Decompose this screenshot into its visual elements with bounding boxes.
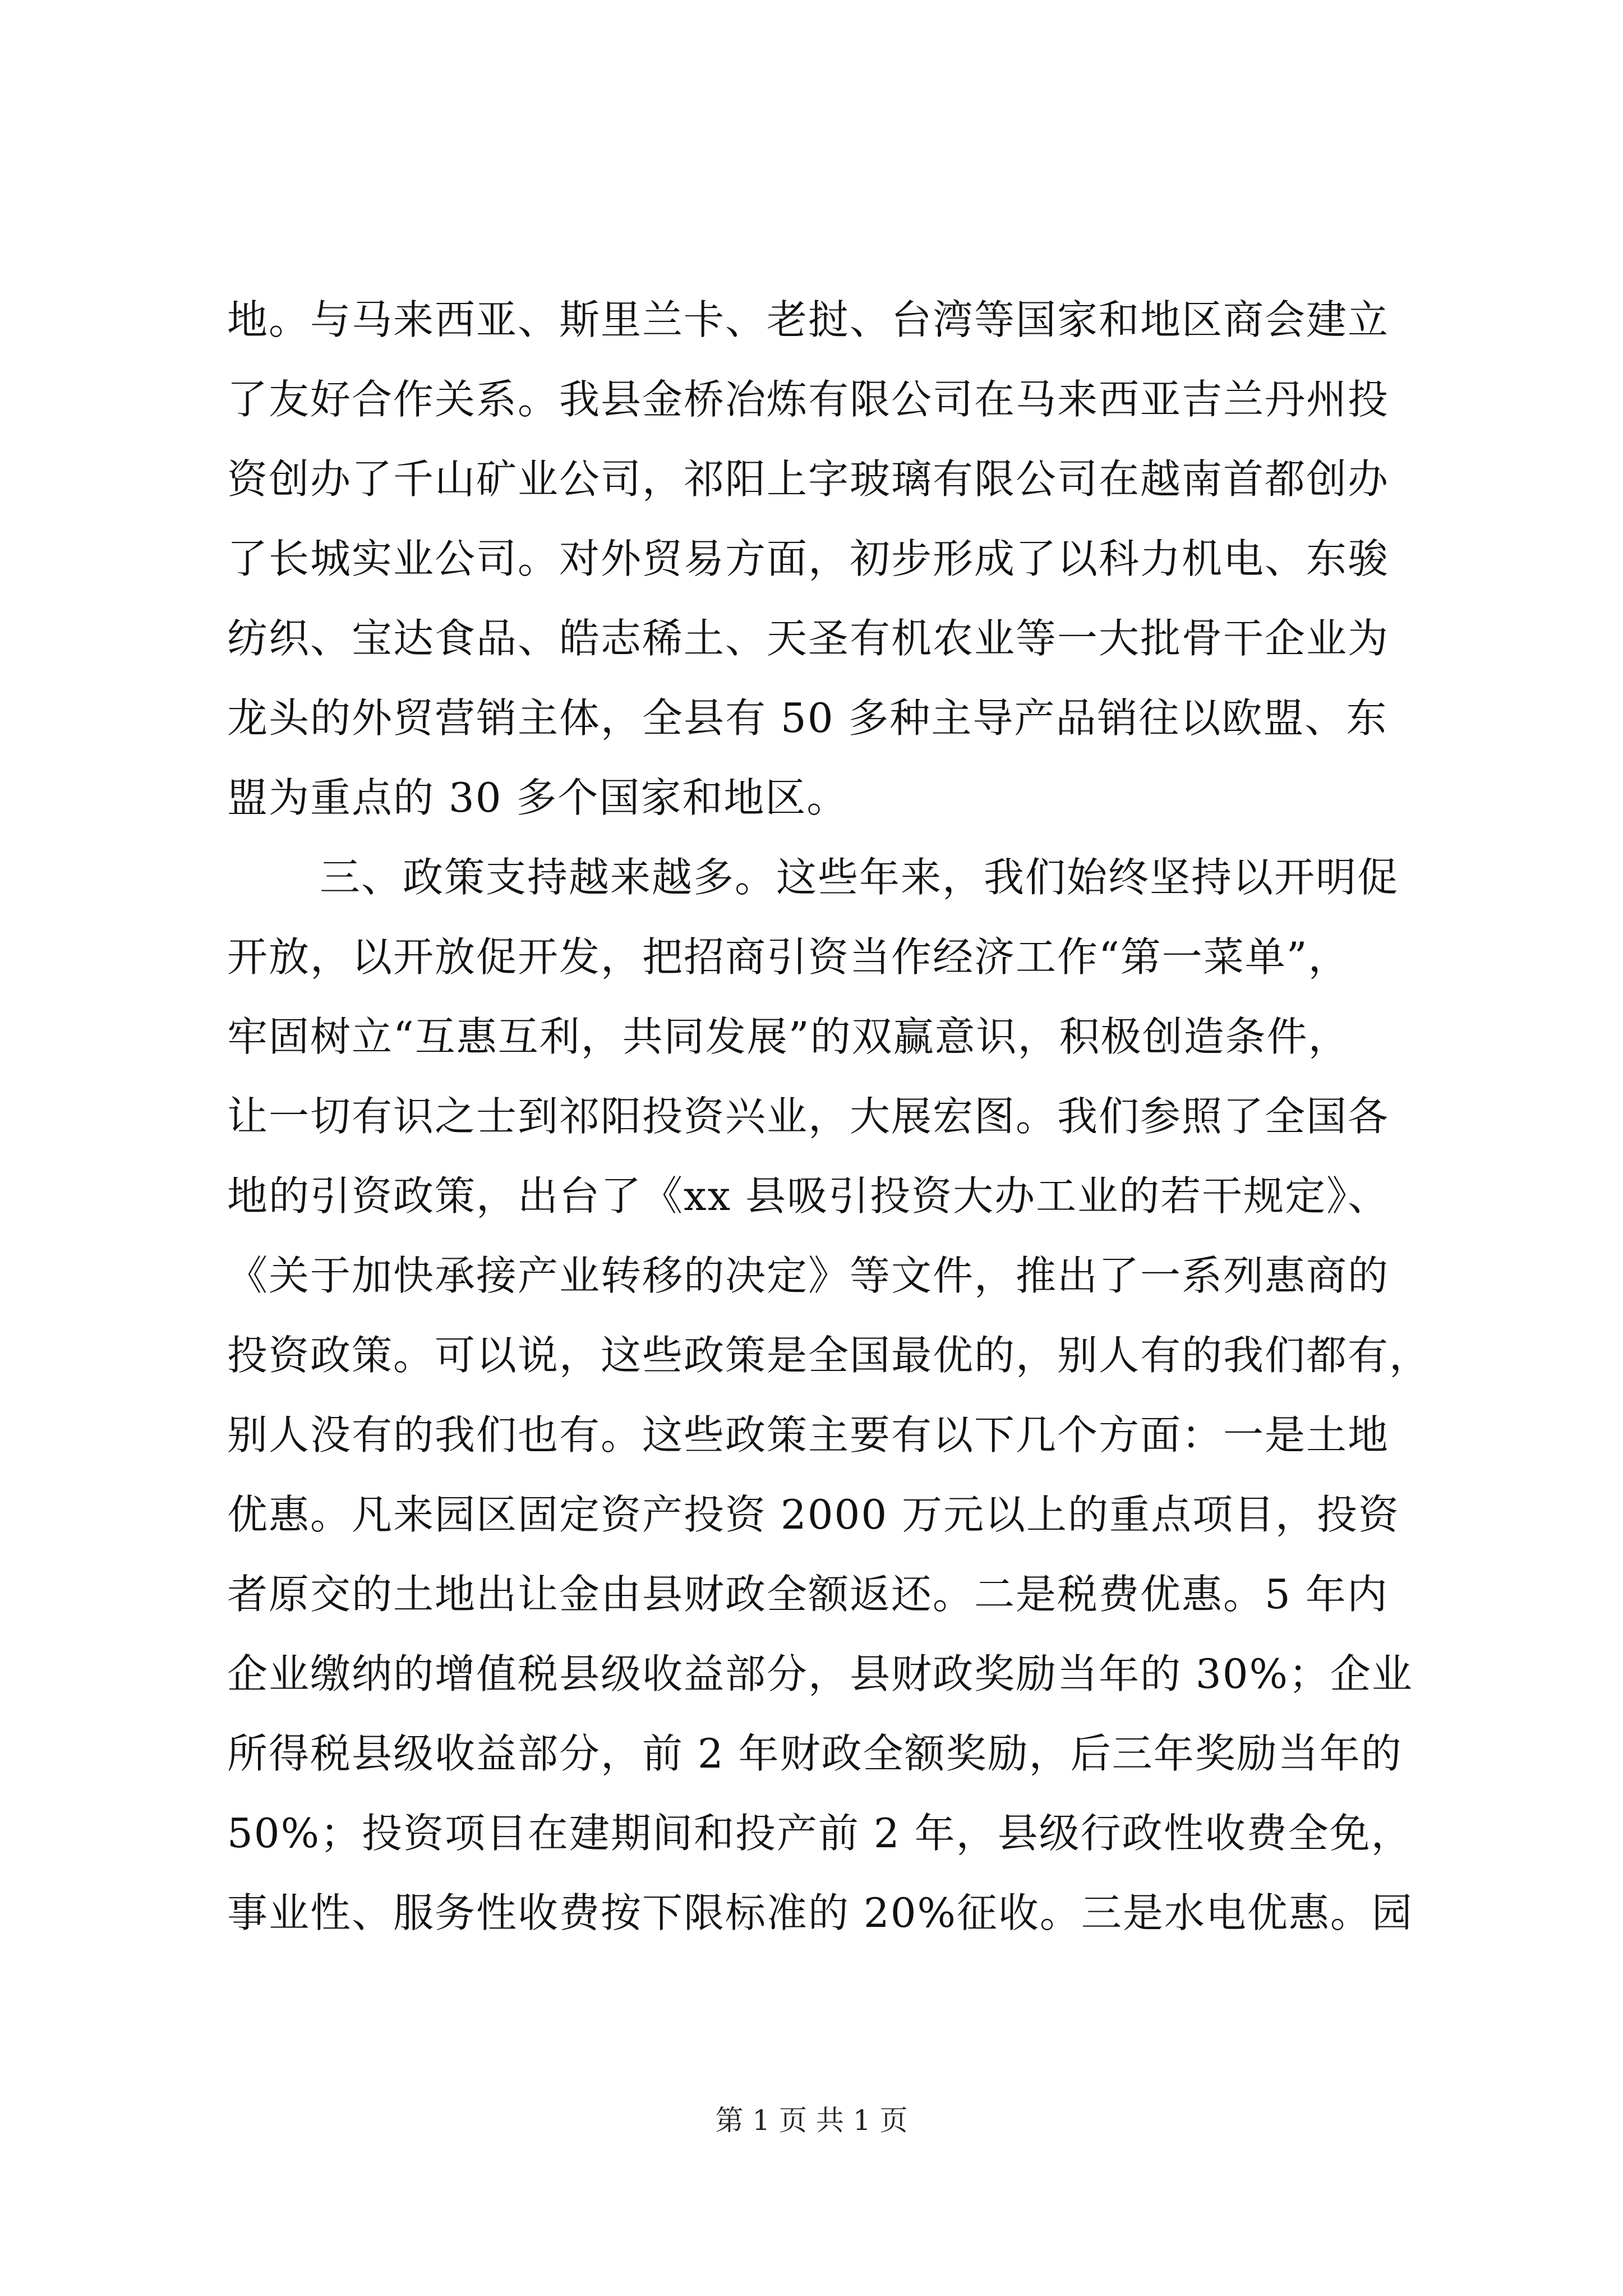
text-line: 了长城实业公司。对外贸易方面，初步形成了以科力机电、东骏 (227, 535, 1390, 582)
text-line: 了友好合作关系。我县金桥冶炼有限公司在马来西亚吉兰丹州投 (227, 376, 1390, 423)
text-line: 别人没有的我们也有。这些政策主要有以下几个方面：一是土地 (227, 1411, 1390, 1458)
text-line: 牢固树立“互惠互利，共同发展”的双赢意识，积极创造条件， (227, 1013, 1350, 1060)
text-line: 龙头的外贸营销主体，全县有 50 多种主导产品销往以欧盟、东 (227, 694, 1388, 742)
text-line: 《关于加快承接产业转移的决定》等文件，推出了一系列惠商的 (227, 1252, 1390, 1299)
paragraph-start-line: 三、政策支持越来越多。这些年来，我们始终坚持以开明促 (320, 854, 1399, 901)
text-line: 地。与马来西亚、斯里兰卡、老挝、台湾等国家和地区商会建立 (227, 296, 1390, 343)
text-line: 者原交的土地出让金由县财政全额返还。二是税费优惠。5 年内 (227, 1571, 1389, 1618)
text-line: 50%；投资项目在建期间和投产前 2 年，县级行政性收费全免， (227, 1810, 1413, 1857)
text-line: 地的引资政策，出台了《xx 县吸引投资大办工业的若干规定》、 (227, 1172, 1390, 1220)
text-line: 事业性、服务性收费按下限标准的 20%征收。三是水电优惠。园 (227, 1889, 1413, 1936)
text-line: 盟为重点的 30 多个国家和地区。 (227, 774, 849, 821)
text-line: 所得税县级收益部分，前 2 年财政全额奖励，后三年奖励当年的 (227, 1730, 1403, 1777)
text-line: 投资政策。可以说，这些政策是全国最优的，别人有的我们都有， (227, 1332, 1431, 1379)
text-line: 纺织、宝达食品、皓志稀土、天圣有机农业等一大批骨干企业为 (227, 615, 1390, 662)
page-footer: 第 1 页 共 1 页 (715, 2104, 908, 2137)
text-line: 开放，以开放促开发，把招商引资当作经济工作“第一菜单”， (227, 933, 1350, 981)
text-line: 资创办了千山矿业公司，祁阳上字玻璃有限公司在越南首都创办 (227, 455, 1390, 503)
text-line: 企业缴纳的增值税县级收益部分，县财政奖励当年的 30%；企业 (227, 1650, 1413, 1697)
text-line: 让一切有识之士到祁阳投资兴业，大展宏图。我们参照了全国各 (227, 1093, 1390, 1140)
text-line: 优惠。凡来园区固定资产投资 2000 万元以上的重点项目，投资 (227, 1491, 1400, 1538)
